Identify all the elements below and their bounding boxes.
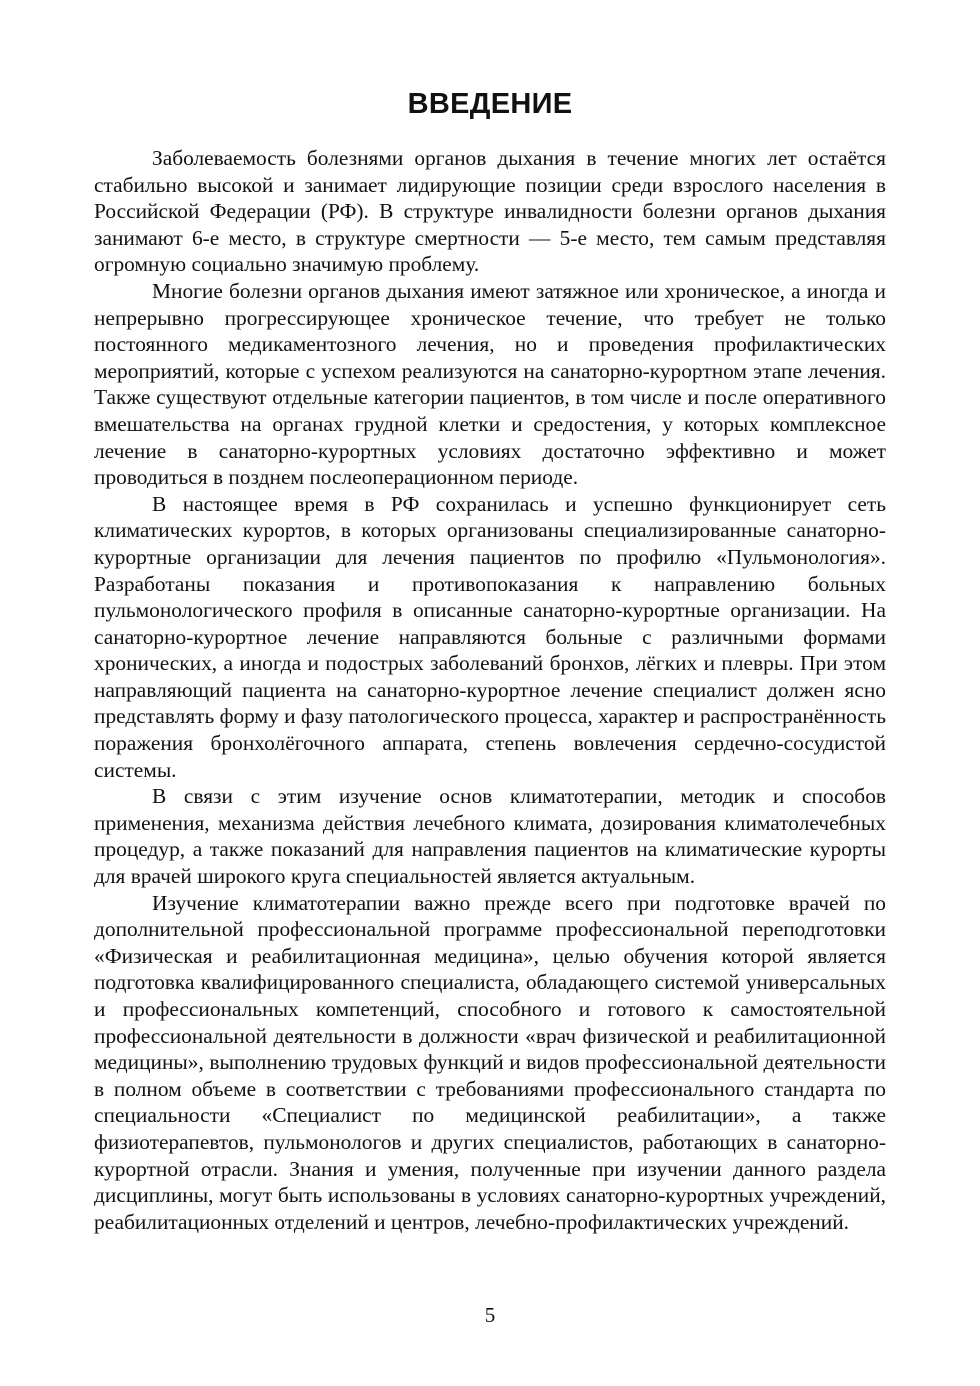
body-text [94,145,886,1235]
paragraph-3: В настоящее время в РФ сохранилась и успешно функционирует сеть климатических курортов, в которых организованы специализированные санаторно-курортные организации для лечения пациентов по профилю «Пульмонология». Разработаны показания и противопоказания к направлению больных пульмонологического профиля в описанные санаторно-курортные организации. На санаторно-курортное лечение направляются больные с различными формами хронических, а иногда и подострых заболеваний бронхов, лёгких и плевры. При этом направляющий пациента на санаторно-курортное лечение специалист должен ясно представлять форму и фазу патологического процесса, характер и распространённость поражения бронхолёгочного аппарата, степень вовлечения сердечно-сосудистой системы. [94,491,886,782]
paragraph-1: Заболеваемость болезнями органов дыхания в течение многих лет остаётся стабильно высокой и занимает лидирующие позиции среди взрослого населения в Российской Федерации (РФ). В структуре инвалидности болезни органов дыхания занимают 6-е место, в структуре смертности — 5-е место, тем самым представляя огромную социально значимую проблему. [94,146,886,277]
page-title: ВВЕДЕНИЕ [407,88,573,120]
page-number: 5 [484,1303,496,1327]
paragraph-5: Изучение климатотерапии важно прежде всего при подготовке врачей по дополнительной профессиональной программе профессиональной переподготовки «Физическая и реабилитационная медицина», целью обучения которой является подготовка квалифицированного специалиста, обладающего системой универсальных и профессиональных компетенций, способного и готового к самостоятельной профессиональной деятельности в должности «врач физической и реабилитационной медицины», выполнению трудовых функций и видов профессиональной деятельности в полном объеме в соответствии с требованиями профессионального стандарта по специальности «Специалист по медицинской реабилитации», а также физиотерапевтов, пульмонологов и других специалистов, работающих в санаторно-курортной отрасли. Знания и умения, полученные при изучении данного раздела дисциплины, могут быть использованы в условиях санаторно-курортных учреждений, реабилитационных отделений и центров, лечебно-профилактических учреждений. [94,890,886,1234]
paragraph-4: В связи с этим изучение основ климатотерапии, методик и способов применения, механизма действия лечебного климата, дозирования климатолечебных процедур, а также показаний для направления пациентов на климатические курорты для врачей широкого круга специальностей является актуальным. [94,784,886,889]
paragraph-2: Многие болезни органов дыхания имеют затяжное или хроническое, а иногда и непрерывно прогрессирующее хроническое течение, что требует не только постоянного медикаментозного лечения, но и проведения профилактических мероприятий, которые с успехом реализуются на санаторно-курортном этапе лечения. Также существуют отдельные категории пациентов, в том числе и после оперативного вмешательства на органах грудной клетки и средостения, у которых комплексное лечение в санаторно-курортных условиях достаточно эффективно и может проводиться в позднем послеоперационном периоде. [94,278,886,490]
